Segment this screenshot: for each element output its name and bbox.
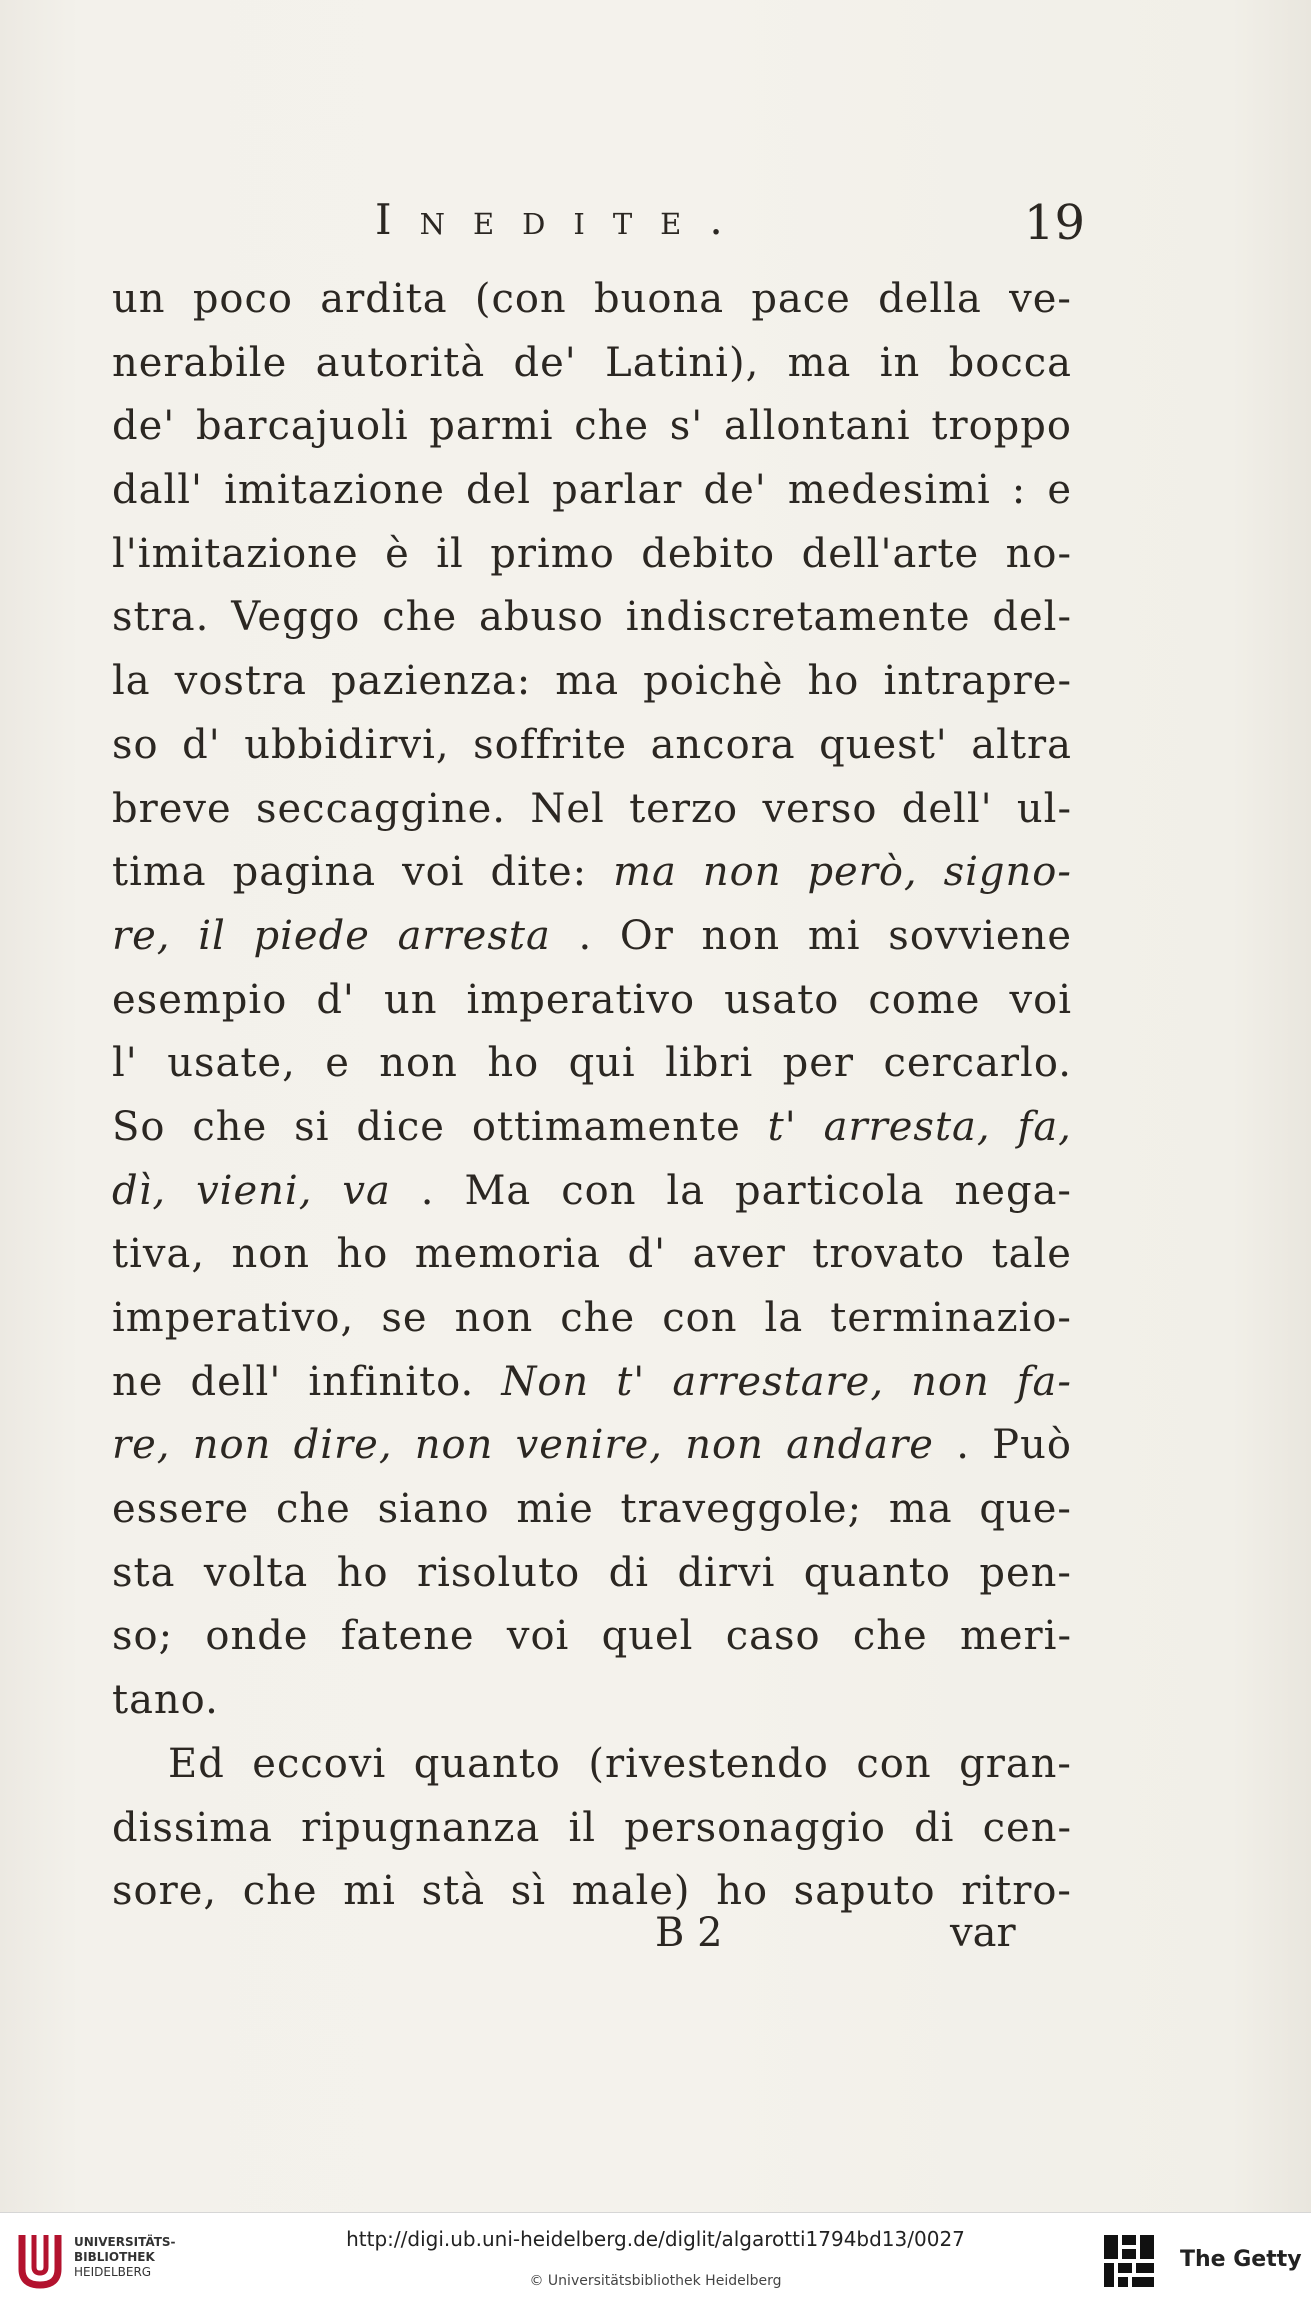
word: verso [762, 785, 878, 832]
word: nega- [954, 1167, 1072, 1214]
word: per [782, 1040, 855, 1087]
library-name-line: BIBLIOTHEK [74, 2250, 155, 2264]
word: la [666, 1167, 706, 1214]
word: risoluto [416, 1549, 581, 1596]
word: se [381, 1295, 428, 1341]
word: que- [979, 1486, 1072, 1533]
word: volta [203, 1549, 309, 1596]
word: no- [1005, 530, 1072, 577]
word: imitazione [224, 467, 445, 514]
word: s' [669, 403, 704, 450]
catchword: var [950, 1910, 1016, 1956]
word: de' [703, 467, 767, 514]
word: non [379, 1040, 458, 1087]
text-line [112, 714, 1072, 778]
word: che [275, 1486, 351, 1533]
text-line [112, 459, 1072, 523]
italic-word: fa- [1016, 1358, 1072, 1405]
italic-word: fa, [1017, 1103, 1072, 1150]
word: è [385, 530, 410, 577]
italic-word: però, [807, 849, 918, 896]
text-line [112, 650, 1072, 714]
word: ma [888, 1486, 953, 1533]
word: quanto [803, 1549, 951, 1596]
text-line [112, 1669, 1072, 1733]
word: ritro- [961, 1868, 1072, 1915]
word: bocca [948, 339, 1072, 386]
word: ubbidirvi, [244, 721, 450, 768]
word: poco [192, 276, 293, 322]
word: tale [991, 1231, 1072, 1278]
word: buona [593, 276, 725, 322]
word: . [956, 1422, 970, 1469]
word: so; [112, 1613, 174, 1660]
word: d' [316, 976, 355, 1023]
word: dite: [490, 849, 588, 896]
word: con [662, 1295, 738, 1341]
text-line [112, 268, 1072, 332]
word: particola [735, 1167, 925, 1214]
word: come [868, 976, 981, 1023]
word: dirvi [677, 1549, 776, 1596]
word: infinito. [308, 1358, 475, 1405]
word: cercarlo. [883, 1040, 1072, 1087]
word: ancora [650, 721, 796, 768]
italic-word: arrestare, [672, 1358, 885, 1405]
word: autorità [315, 339, 486, 386]
word: quanto [413, 1740, 561, 1787]
word: vostra [174, 658, 307, 705]
word: di [914, 1804, 955, 1851]
word: saputo [793, 1868, 936, 1915]
word: personaggio [624, 1804, 886, 1851]
word: ma [787, 339, 852, 386]
italic-word: re, [112, 912, 171, 959]
word: allontani [723, 403, 911, 450]
word: pen- [979, 1549, 1072, 1596]
word: qui [568, 1040, 636, 1087]
word: ripugnanza [301, 1804, 541, 1851]
word: non [701, 912, 781, 959]
body-text [112, 268, 1072, 1924]
word: parmi [429, 403, 554, 450]
italic-word: va [342, 1167, 391, 1214]
word: libri [665, 1040, 754, 1087]
text-line [112, 841, 1072, 905]
page-number: 19 [1023, 195, 1085, 251]
text-line [112, 395, 1072, 459]
italic-word: vieni, [196, 1167, 313, 1214]
catchline [0, 1910, 1311, 1970]
word: parlar [552, 467, 683, 514]
word: So [112, 1103, 166, 1150]
word: la [112, 658, 151, 705]
word: soffrite [473, 721, 628, 768]
word: usate, [167, 1040, 296, 1087]
italic-word: andare [786, 1422, 934, 1469]
word: stra. [112, 594, 210, 641]
word: traveggole; [620, 1486, 863, 1533]
word: stà [421, 1868, 486, 1915]
word: usato [724, 976, 840, 1023]
word: d' [627, 1231, 667, 1278]
word: breve [112, 785, 232, 832]
word: troppo [931, 403, 1072, 450]
word: mi [343, 1868, 396, 1915]
word: il [568, 1804, 597, 1851]
word: medesimi [787, 467, 991, 514]
italic-word: ma [613, 849, 677, 896]
word: che [574, 403, 650, 450]
word: in [879, 339, 921, 386]
word: intrapre- [883, 658, 1072, 705]
italic-word: non [685, 1422, 764, 1469]
word: dall' [112, 467, 204, 514]
italic-word: il [198, 912, 226, 959]
word: sovviene [888, 912, 1072, 959]
word: dissima [112, 1804, 274, 1851]
word: che [242, 1868, 318, 1915]
italic-word: t' [767, 1103, 797, 1150]
word: : [1011, 467, 1027, 514]
word: non [231, 1231, 311, 1278]
word: di [608, 1549, 650, 1596]
word: Nel [530, 785, 605, 832]
word: pagina [232, 849, 377, 896]
word: pazienza: [331, 658, 532, 705]
italic-word: venire, [515, 1422, 663, 1469]
word: eccovi [252, 1740, 387, 1787]
word: voi [402, 849, 465, 896]
word: mie [516, 1486, 594, 1533]
word: imperativo [466, 976, 696, 1023]
word: terzo [629, 785, 739, 832]
italic-word: non [414, 1422, 494, 1469]
word: con [856, 1740, 932, 1787]
word: ho [336, 1549, 389, 1596]
text-line [112, 1096, 1072, 1160]
word: essere [112, 1486, 250, 1533]
text-line [112, 1733, 1072, 1797]
text-line [112, 523, 1072, 587]
italic-word: Non [501, 1358, 590, 1405]
word: sì [510, 1868, 547, 1915]
word: della [878, 276, 982, 322]
word: esempio [112, 976, 288, 1023]
word: voi [506, 1613, 570, 1660]
word: caso [725, 1613, 821, 1660]
word: terminazio- [830, 1295, 1072, 1341]
text-line [112, 1287, 1072, 1351]
text-line [112, 1542, 1072, 1606]
word: tano. [112, 1677, 219, 1724]
word: de' [112, 403, 176, 450]
word: si [294, 1103, 330, 1150]
word: imperativo, [112, 1295, 355, 1341]
getty-logo-icon [1102, 2233, 1158, 2289]
word: male) [571, 1868, 691, 1915]
word: (con [474, 276, 567, 322]
copyright-notice: © Universitätsbibliothek Heidelberg [529, 2273, 782, 2289]
word: voi [1009, 976, 1072, 1023]
word: che [192, 1103, 268, 1150]
word: poichè [643, 658, 784, 705]
word: l'imitazione [112, 530, 359, 577]
running-title: Inedite. [375, 195, 751, 244]
word: del [465, 467, 532, 514]
word: quest' [819, 721, 948, 768]
italic-word: non [192, 1422, 272, 1469]
italic-word: signo- [943, 849, 1072, 896]
text-line [112, 1797, 1072, 1861]
word: con [561, 1167, 637, 1214]
text-line [112, 1223, 1072, 1287]
word: dell' [190, 1358, 282, 1405]
text-line [112, 1414, 1072, 1478]
library-name-line: HEIDELBERG [74, 2265, 152, 2279]
text-line [112, 969, 1072, 1033]
italic-word: dire, [293, 1422, 393, 1469]
text-line [112, 332, 1072, 396]
word: sore, [112, 1868, 218, 1915]
word: l' [112, 1040, 138, 1087]
signature-mark: B 2 [655, 1910, 723, 1956]
italic-word: non [911, 1358, 990, 1405]
word: che [852, 1613, 928, 1660]
word: un [383, 976, 438, 1023]
text-line [112, 778, 1072, 842]
word: dell' [901, 785, 993, 832]
word: tiva, [112, 1231, 206, 1278]
italic-word: dì, [112, 1167, 167, 1214]
word: che [560, 1295, 636, 1341]
italic-word: arresta [397, 912, 551, 959]
running-header [375, 195, 1085, 255]
word: debito [641, 530, 776, 577]
text-line [112, 1605, 1072, 1669]
partner-name: The Getty [1180, 2247, 1302, 2272]
word: ardita [320, 276, 448, 322]
text-line [112, 1032, 1072, 1096]
italic-word: non [702, 849, 782, 896]
word: . [420, 1167, 435, 1214]
word: trovato [812, 1231, 966, 1278]
word: ho [807, 658, 860, 705]
word: ho [716, 1868, 769, 1915]
word: Or [619, 912, 674, 959]
text-line [112, 1478, 1072, 1542]
word: che [382, 594, 458, 641]
word: siano [377, 1486, 490, 1533]
word: so [112, 721, 159, 768]
word: seccaggine. [255, 785, 506, 832]
word: meri- [959, 1613, 1072, 1660]
word: dice [356, 1103, 445, 1150]
word: ho [336, 1231, 389, 1278]
word: ve- [1009, 276, 1072, 322]
word: mi [807, 912, 861, 959]
word: ho [487, 1040, 540, 1087]
word: sta [112, 1549, 176, 1596]
word: de' [513, 339, 577, 386]
word: (rivestendo [588, 1740, 829, 1787]
word: Latini), [605, 339, 760, 386]
text-line [112, 586, 1072, 650]
word: Ed [168, 1740, 225, 1787]
word: memoria [414, 1231, 602, 1278]
word: la [764, 1295, 804, 1341]
viewer-footer [0, 2212, 1311, 2309]
library-name-line: UNIVERSITÄTS- [74, 2235, 176, 2249]
word: Ma [464, 1167, 532, 1214]
word: dell'arte [801, 530, 980, 577]
word: il [436, 530, 464, 577]
word: quel [601, 1613, 694, 1660]
italic-word: arresta, [823, 1103, 991, 1150]
text-line [112, 1160, 1072, 1224]
word: aver [692, 1231, 786, 1278]
text-line [112, 905, 1072, 969]
italic-word: t' [616, 1358, 646, 1405]
word: pace [751, 276, 851, 322]
word: fatene [340, 1613, 475, 1660]
word: onde [205, 1613, 309, 1660]
word: gran- [959, 1740, 1072, 1787]
word: Veggo [231, 594, 361, 641]
text-line [112, 1351, 1072, 1415]
word: ottimamente [471, 1103, 741, 1150]
word: cen- [982, 1804, 1072, 1851]
word: primo [490, 530, 615, 577]
italic-word: re, [112, 1422, 171, 1469]
permalink-url[interactable]: http://digi.ub.uni-heidelberg.de/diglit/algarotti1794bd13/0027 [346, 2227, 965, 2251]
word: e [1047, 467, 1072, 514]
word: e [325, 1040, 350, 1087]
word: nerabile [112, 339, 288, 386]
word: abuso [479, 594, 604, 641]
word: del- [992, 594, 1072, 641]
word: indiscretamente [625, 594, 971, 641]
word: non [454, 1295, 534, 1341]
word: tima [112, 849, 207, 896]
italic-word: piede [253, 912, 370, 959]
word: altra [971, 721, 1072, 768]
word: Può [992, 1422, 1072, 1469]
word: d' [182, 721, 221, 768]
word: ma [555, 658, 620, 705]
word: . [578, 912, 593, 959]
word: un [112, 276, 166, 322]
word: ne [112, 1358, 164, 1405]
word: barcajuoli [195, 403, 409, 450]
word: ul- [1016, 785, 1072, 832]
